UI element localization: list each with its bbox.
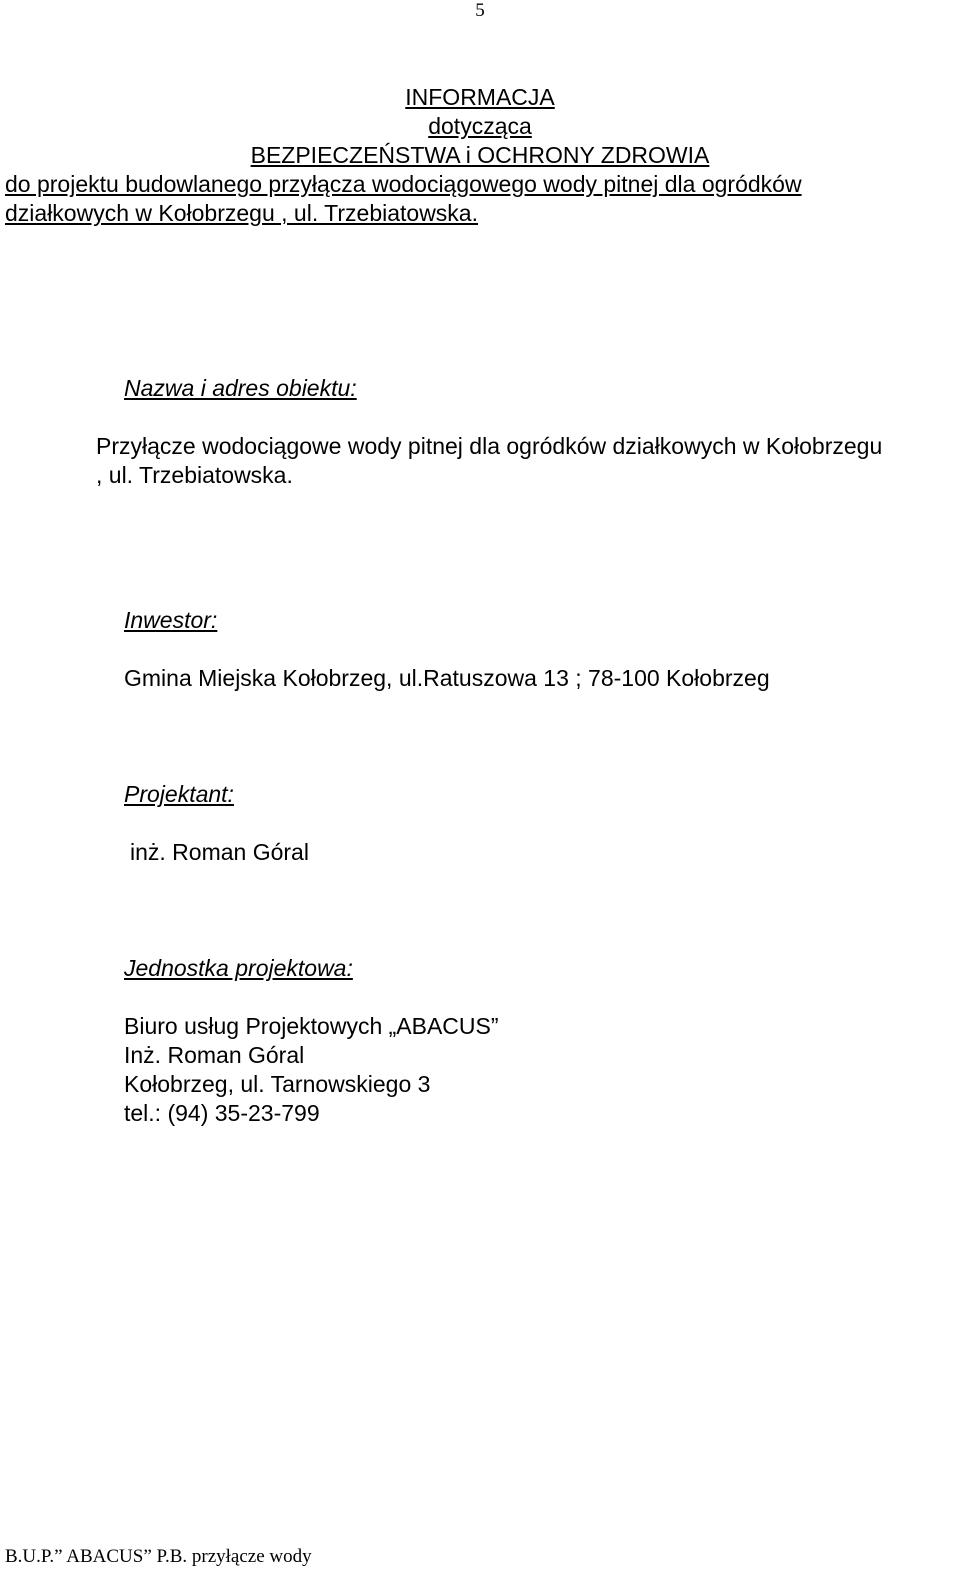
page-footer: B.U.P.” ABACUS” P.B. przyłącze wody [5,1546,312,1567]
design-unit-name: Biuro usług Projektowych „ABACUS” [124,1013,499,1039]
design-unit-address: Kołobrzeg, ul. Tarnowskiego 3 [124,1071,431,1097]
object-name-value-line-2: , ul. Trzebiatowska. [96,462,293,488]
investor-label: Inwestor: [124,607,218,633]
object-name-label: Nazwa i adres obiektu: [124,375,357,401]
page-number: 5 [475,0,485,21]
design-unit-engineer: Inż. Roman Góral [124,1042,305,1068]
document-title: INFORMACJA [405,84,555,110]
investor-value: Gmina Miejska Kołobrzeg, ul.Ratuszowa 13 ; 78-100 Kołobrzeg [124,665,770,691]
object-name-value-line-1: Przyłącze wodociągowe wody pitnej dla ogródków działkowych w Kołobrzegu [96,433,883,459]
design-unit-label: Jednostka projektowa: [124,955,353,981]
designer-value: inż. Roman Góral [130,839,309,865]
design-unit-phone: tel.: (94) 35-23-799 [124,1100,320,1126]
document-subject-line-1: do projektu budowlanego przyłącza wodociągowego wody pitnej dla ogródków [5,171,802,197]
document-title-line-2: dotycząca [428,113,532,139]
document-title-line-3: BEZPIECZEŃSTWA i OCHRONY ZDROWIA [250,142,710,168]
designer-label: Projektant: [124,781,234,807]
document-subject-line-2: działkowych w Kołobrzegu , ul. Trzebiatowska. [5,200,478,226]
